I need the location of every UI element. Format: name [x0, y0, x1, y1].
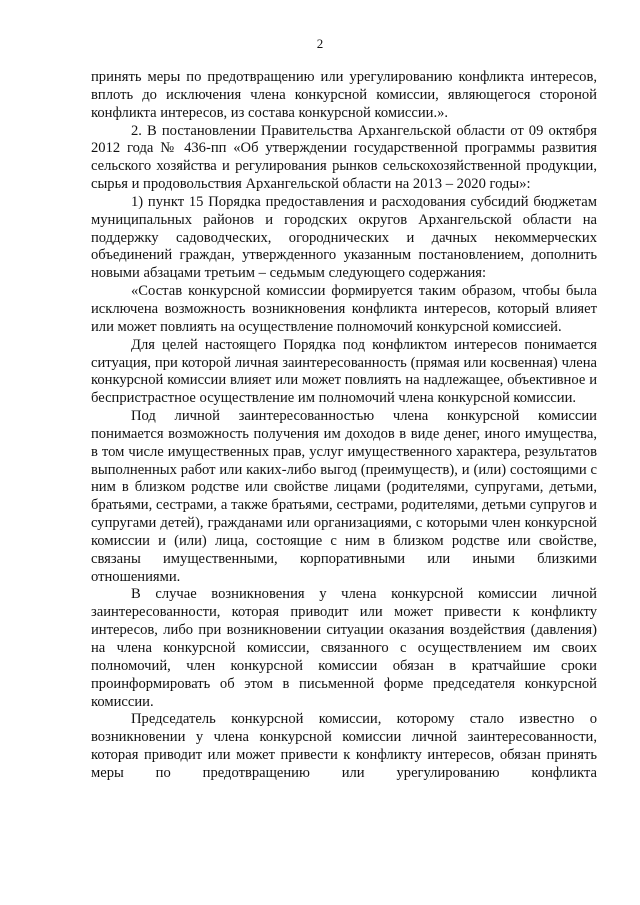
paragraph-amendment-intro: 2. В постановлении Правительства Архангельской области от 09 октября 2012 года № 436-пп «Об утверждении государственной программы развития сельского хозяйства и регулирования рынков сельскохозяйственной продукции, сырья и продовольствия Архангельской области на 2013 – 2020 годы»: — [91, 122, 597, 193]
paragraph-continuation: принять меры по предотвращению или урегулированию конфликта интересов, вплоть до исключения члена конкурсной комиссии, являющегося стороной конфликта интересов, из состава конкурсной комиссии.». — [91, 69, 597, 121]
paragraph-chairman-duty: Председатель конкурсной комиссии, которому стало известно о возникновении у члена конкурсной комиссии личной заинтересованности, которая приводит или может привести к конфликту интересов, обязан принять меры по предотвращению или урегулированию конфликта — [91, 711, 597, 781]
paragraph-item-1: 1) пункт 15 Порядка предоставления и расходования субсидий бюджетам муниципальных районов и городских округов Архангельской области на поддержку садоводческих, огороднических и дачных некоммерческих объединений граждан, утвержденного указанным постановлением, дополнить новыми абзацами третьим – седьмым следующего содержания: — [91, 193, 597, 282]
document-body — [91, 69, 597, 783]
paragraph-personal-interest: Под личной заинтересованностью члена конкурсной комиссии понимается возможность получения им доходов в виде денег, иного имущества, в том числе имущественных прав, услуг имущественного характера, результатов выполненных работ или каких-либо выгод (преимуществ), и (или) состоящими с ним в близком родстве или свойстве лицами (родителями, супругами, детьми, братьями, сестрами, а также братьями, сестрами, родителями, детьми супругов и супругами детей), гражданами или организациями, с которыми член конкурсной комиссии и (или) лица, состоящие с ним в близком родстве или свойстве, связаны имущественными, корпоративными или иными близкими отношениями. — [91, 408, 597, 585]
paragraph-commission-composition: «Состав конкурсной комиссии формируется таким образом, чтобы была исключена возможность возникновения конфликта интересов, который влияет или может повлиять на осуществление полномочий конкурсной комиссией. — [91, 283, 597, 335]
paragraph-notification-duty: В случае возникновения у члена конкурсной комиссии личной заинтересованности, которая приводит или может привести к конфликту интересов, либо при возникновении ситуации оказания воздействия (давления) на члена конкурсной комиссии, связанного с осуществлением им своих полномочий, член конкурсной комиссии обязан в кратчайшие сроки проинформировать об этом в письменной форме председателя конкурсной комиссии. — [91, 586, 597, 710]
page-number: 2 — [316, 36, 324, 51]
paragraph-conflict-definition: Для целей настоящего Порядка под конфликтом интересов понимается ситуация, при которой личная заинтересованность (прямая или косвенная) члена конкурсной комиссии влияет или может повлиять на надлежащее, объективное и беспристрастное осуществление им полномочий члена конкурсной комиссии. — [91, 336, 597, 407]
